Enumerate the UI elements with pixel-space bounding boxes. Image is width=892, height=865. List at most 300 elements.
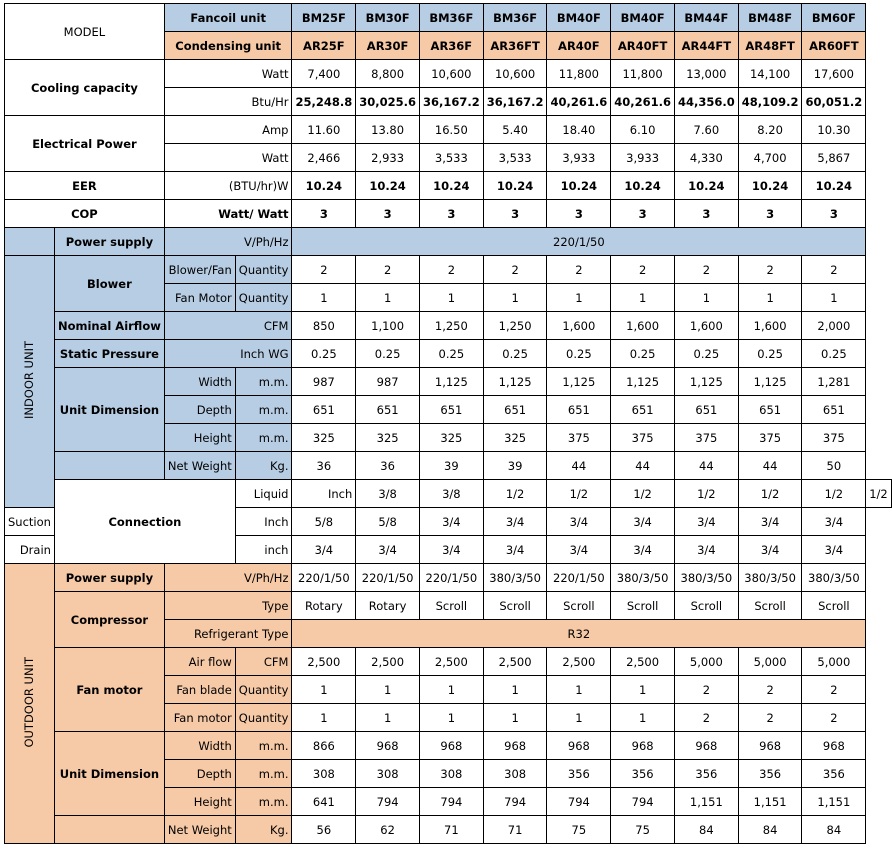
value-cell: 1: [356, 284, 420, 312]
unit-label: CFM: [235, 648, 292, 676]
value-cell: 8.20: [738, 116, 802, 144]
value-cell: 75: [611, 816, 675, 844]
unit-label: Kg.: [235, 452, 292, 480]
value-cell: 7.60: [674, 116, 738, 144]
model-label: MODEL: [5, 4, 165, 60]
value-cell: 3: [547, 200, 611, 228]
value-cell: 1/2: [866, 480, 892, 508]
value-cell: 39: [483, 452, 547, 480]
value-cell: 375: [738, 424, 802, 452]
value-cell: 651: [611, 396, 675, 424]
group-label: Power supply: [54, 564, 164, 592]
value-cell: 5,000: [802, 648, 866, 676]
value-cell: 10,600: [419, 60, 483, 88]
unit-label: Btu/Hr: [164, 88, 292, 116]
value-cell: 651: [419, 396, 483, 424]
value-cell: 3/8: [356, 480, 420, 508]
value-cell: 3/4: [292, 536, 356, 564]
value-cell: 1: [547, 284, 611, 312]
value-cell: 1: [356, 704, 420, 732]
value-cell: 0.25: [738, 340, 802, 368]
value-cell: 651: [674, 396, 738, 424]
value-cell: 1,151: [802, 788, 866, 816]
spec-row: [5, 228, 892, 256]
value-cell: 2: [419, 256, 483, 284]
unit-label: m.m.: [235, 368, 292, 396]
unit-label: m.m.: [235, 760, 292, 788]
value-cell: Scroll: [419, 592, 483, 620]
value-cell: 651: [356, 396, 420, 424]
fancoil-model: BM36F: [483, 4, 547, 32]
value-cell: 13.80: [356, 116, 420, 144]
value-cell: 308: [483, 760, 547, 788]
fancoil-model: BM40F: [547, 4, 611, 32]
unit-label: (BTU/hr)W: [164, 172, 292, 200]
value-cell: 3/4: [674, 536, 738, 564]
value-cell: 4,330: [674, 144, 738, 172]
value-cell: 3: [356, 200, 420, 228]
sub-label: Drain: [5, 536, 55, 564]
fancoil-model: BM30F: [356, 4, 420, 32]
value-cell: 71: [419, 816, 483, 844]
value-cell: 10.24: [611, 172, 675, 200]
value-cell: 2,500: [611, 648, 675, 676]
value-cell: 1,281: [802, 368, 866, 396]
condensing-model: AR40FT: [611, 32, 675, 60]
group-label: [54, 816, 164, 844]
sub-label: Net Weight: [164, 452, 235, 480]
value-cell: 60,051.2: [802, 88, 866, 116]
sub-label: Fan blade: [164, 676, 235, 704]
value-cell: 1: [419, 704, 483, 732]
unit-label: Amp: [164, 116, 292, 144]
group-label: COP: [5, 200, 165, 228]
value-cell: 1: [483, 676, 547, 704]
spec-row: [5, 200, 892, 228]
value-cell: 3/4: [356, 536, 420, 564]
value-cell: 44: [547, 452, 611, 480]
value-cell: 3: [292, 200, 356, 228]
fancoil-unit-label: Fancoil unit: [164, 4, 292, 32]
value-cell: 380/3/50: [738, 564, 802, 592]
spec-row: [5, 564, 892, 592]
unit-label: V/Ph/Hz: [164, 228, 292, 256]
spec-row: [5, 732, 892, 760]
sub-label: Height: [164, 788, 235, 816]
value-cell: 308: [356, 760, 420, 788]
value-cell: 11,800: [547, 60, 611, 88]
group-label: [54, 452, 164, 480]
value-cell: 1/2: [738, 480, 802, 508]
value-cell: 10.24: [356, 172, 420, 200]
value-cell: 3: [674, 200, 738, 228]
group-label: Power supply: [54, 228, 164, 256]
fancoil-model: BM48F: [738, 4, 802, 32]
value-cell: 1,125: [674, 368, 738, 396]
value-cell: 651: [547, 396, 611, 424]
section-vertical-label: OUTDOOR UNIT: [22, 656, 37, 748]
value-cell: 1: [738, 284, 802, 312]
merged-value: R32: [292, 620, 866, 648]
value-cell: 1,151: [674, 788, 738, 816]
value-cell: 866: [292, 732, 356, 760]
value-cell: 356: [674, 760, 738, 788]
value-cell: 1: [419, 284, 483, 312]
group-label: Nominal Airflow: [54, 312, 164, 340]
value-cell: 2: [738, 256, 802, 284]
value-cell: Scroll: [611, 592, 675, 620]
value-cell: 3/4: [483, 508, 547, 536]
value-cell: 1: [483, 284, 547, 312]
value-cell: 2: [611, 256, 675, 284]
value-cell: 375: [674, 424, 738, 452]
value-cell: 2: [483, 256, 547, 284]
value-cell: 2,500: [356, 648, 420, 676]
fancoil-model: BM44F: [674, 4, 738, 32]
group-label: Electrical Power: [5, 116, 165, 172]
value-cell: 220/1/50: [547, 564, 611, 592]
value-cell: 0.25: [419, 340, 483, 368]
value-cell: 2,466: [292, 144, 356, 172]
value-cell: 1,600: [611, 312, 675, 340]
value-cell: 1,125: [547, 368, 611, 396]
group-label: Unit Dimension: [54, 732, 164, 816]
spec-row: [5, 340, 892, 368]
unit-label: m.m.: [235, 424, 292, 452]
value-cell: 0.25: [802, 340, 866, 368]
group-label: Unit Dimension: [54, 368, 164, 452]
value-cell: 71: [483, 816, 547, 844]
value-cell: 325: [356, 424, 420, 452]
value-cell: 56: [292, 816, 356, 844]
fancoil-model: BM25F: [292, 4, 356, 32]
unit-label: CFM: [164, 312, 292, 340]
sub-label: Fan Motor: [164, 284, 235, 312]
value-cell: 356: [547, 760, 611, 788]
condensing-model: AR48FT: [738, 32, 802, 60]
value-cell: 3/4: [802, 508, 866, 536]
value-cell: 30,025.6: [356, 88, 420, 116]
value-cell: 16.50: [419, 116, 483, 144]
value-cell: 1: [292, 704, 356, 732]
value-cell: 325: [292, 424, 356, 452]
condensing-model: AR40F: [547, 32, 611, 60]
value-cell: 2: [802, 704, 866, 732]
unit-label: Type: [164, 592, 292, 620]
value-cell: 1: [292, 284, 356, 312]
value-cell: 10.30: [802, 116, 866, 144]
value-cell: 11,800: [611, 60, 675, 88]
sub-label: Net Weight: [164, 816, 235, 844]
sub-label: Suction: [5, 508, 55, 536]
value-cell: 3/4: [547, 536, 611, 564]
value-cell: 3/8: [419, 480, 483, 508]
unit-label: V/Ph/Hz: [164, 564, 292, 592]
value-cell: 3/4: [547, 508, 611, 536]
condensing-model: AR30F: [356, 32, 420, 60]
value-cell: 10.24: [738, 172, 802, 200]
value-cell: 356: [611, 760, 675, 788]
unit-label: Inch WG: [164, 340, 292, 368]
value-cell: 3/4: [419, 536, 483, 564]
value-cell: 5.40: [483, 116, 547, 144]
value-cell: 1: [356, 676, 420, 704]
unit-label: Quantity: [235, 256, 292, 284]
value-cell: 220/1/50: [419, 564, 483, 592]
value-cell: 2: [674, 676, 738, 704]
value-cell: 641: [292, 788, 356, 816]
value-cell: 968: [802, 732, 866, 760]
value-cell: 10,600: [483, 60, 547, 88]
condensing-unit-label: Condensing unit: [164, 32, 292, 60]
unit-label: Watt: [164, 144, 292, 172]
unit-label: Inch: [235, 508, 292, 536]
value-cell: 3: [483, 200, 547, 228]
value-cell: 794: [419, 788, 483, 816]
value-cell: 1: [483, 704, 547, 732]
value-cell: 10.24: [802, 172, 866, 200]
value-cell: 7,400: [292, 60, 356, 88]
value-cell: 3: [738, 200, 802, 228]
value-cell: 0.25: [611, 340, 675, 368]
value-cell: 968: [674, 732, 738, 760]
value-cell: 40,261.6: [547, 88, 611, 116]
value-cell: 3/4: [611, 536, 675, 564]
condensing-model: AR36F: [419, 32, 483, 60]
value-cell: 3/4: [674, 508, 738, 536]
value-cell: 1/2: [483, 480, 547, 508]
value-cell: 1: [419, 676, 483, 704]
unit-label: Quantity: [235, 284, 292, 312]
group-label: Cooling capacity: [5, 60, 165, 116]
value-cell: 308: [292, 760, 356, 788]
value-cell: 968: [611, 732, 675, 760]
value-cell: Scroll: [738, 592, 802, 620]
spec-row: [5, 480, 892, 508]
sub-label: Air flow: [164, 648, 235, 676]
value-cell: 968: [738, 732, 802, 760]
value-cell: 0.25: [356, 340, 420, 368]
value-cell: 1,100: [356, 312, 420, 340]
value-cell: 2: [738, 676, 802, 704]
value-cell: 44: [738, 452, 802, 480]
spec-row: [5, 368, 892, 396]
value-cell: 1: [547, 704, 611, 732]
value-cell: 1,125: [419, 368, 483, 396]
value-cell: 10.24: [292, 172, 356, 200]
section-label-cell: [5, 564, 55, 844]
value-cell: 36: [292, 452, 356, 480]
value-cell: 2,500: [292, 648, 356, 676]
value-cell: Rotary: [292, 592, 356, 620]
unit-label: Watt: [164, 60, 292, 88]
value-cell: 850: [292, 312, 356, 340]
value-cell: 5,000: [674, 648, 738, 676]
value-cell: 375: [802, 424, 866, 452]
value-cell: 380/3/50: [611, 564, 675, 592]
value-cell: 987: [292, 368, 356, 396]
value-cell: 14,100: [738, 60, 802, 88]
value-cell: 794: [547, 788, 611, 816]
value-cell: 1/2: [611, 480, 675, 508]
group-label: Blower: [54, 256, 164, 312]
value-cell: 375: [547, 424, 611, 452]
value-cell: 1: [292, 676, 356, 704]
value-cell: 2,500: [419, 648, 483, 676]
value-cell: 5/8: [292, 508, 356, 536]
value-cell: 1,125: [611, 368, 675, 396]
value-cell: 5/8: [356, 508, 420, 536]
value-cell: 220/1/50: [292, 564, 356, 592]
spec-row: [5, 172, 892, 200]
value-cell: 3: [419, 200, 483, 228]
value-cell: 13,000: [674, 60, 738, 88]
value-cell: 2: [356, 256, 420, 284]
value-cell: 3/4: [738, 508, 802, 536]
value-cell: 1,125: [738, 368, 802, 396]
sub-label: Width: [164, 732, 235, 760]
value-cell: 84: [738, 816, 802, 844]
value-cell: 36,167.2: [483, 88, 547, 116]
value-cell: 375: [611, 424, 675, 452]
fancoil-model: BM40F: [611, 4, 675, 32]
section-label-cell: [5, 256, 55, 508]
value-cell: 10.24: [547, 172, 611, 200]
value-cell: 36: [356, 452, 420, 480]
value-cell: 4,700: [738, 144, 802, 172]
value-cell: 11.60: [292, 116, 356, 144]
value-cell: 1/2: [802, 480, 866, 508]
value-cell: 651: [483, 396, 547, 424]
value-cell: 84: [802, 816, 866, 844]
value-cell: 794: [611, 788, 675, 816]
group-label: Fan motor: [54, 648, 164, 732]
value-cell: 3,533: [483, 144, 547, 172]
unit-label: inch: [235, 536, 292, 564]
value-cell: 5,000: [738, 648, 802, 676]
value-cell: 380/3/50: [483, 564, 547, 592]
value-cell: 2,933: [356, 144, 420, 172]
condensing-model: AR25F: [292, 32, 356, 60]
value-cell: Scroll: [802, 592, 866, 620]
value-cell: 44: [674, 452, 738, 480]
value-cell: 18.40: [547, 116, 611, 144]
spec-row: [5, 452, 892, 480]
value-cell: 3,533: [419, 144, 483, 172]
value-cell: 1: [611, 676, 675, 704]
spec-row: [5, 256, 892, 284]
sub-label: Liquid: [235, 480, 292, 508]
value-cell: 380/3/50: [802, 564, 866, 592]
sub-label: Depth: [164, 760, 235, 788]
value-cell: 2,500: [483, 648, 547, 676]
sub-label: Width: [164, 368, 235, 396]
section-label: Connection: [54, 480, 235, 564]
header-row-fancoil: [5, 4, 892, 32]
value-cell: 1/2: [547, 480, 611, 508]
value-cell: 968: [356, 732, 420, 760]
value-cell: 48,109.2: [738, 88, 802, 116]
section-spacer: [5, 228, 55, 256]
value-cell: 1,151: [738, 788, 802, 816]
value-cell: 3: [611, 200, 675, 228]
value-cell: 17,600: [802, 60, 866, 88]
value-cell: 0.25: [547, 340, 611, 368]
value-cell: 40,261.6: [611, 88, 675, 116]
spec-row: [5, 60, 892, 88]
value-cell: 84: [674, 816, 738, 844]
value-cell: 356: [802, 760, 866, 788]
value-cell: 3/4: [738, 536, 802, 564]
value-cell: 2: [674, 256, 738, 284]
specification-table: [4, 3, 892, 844]
value-cell: 5,867: [802, 144, 866, 172]
unit-label: m.m.: [235, 396, 292, 424]
value-cell: 308: [419, 760, 483, 788]
value-cell: 0.25: [483, 340, 547, 368]
value-cell: 3/4: [483, 536, 547, 564]
value-cell: 39: [419, 452, 483, 480]
value-cell: 968: [419, 732, 483, 760]
value-cell: 2: [547, 256, 611, 284]
value-cell: 968: [547, 732, 611, 760]
value-cell: 10.24: [483, 172, 547, 200]
value-cell: 2: [802, 256, 866, 284]
value-cell: 1,250: [483, 312, 547, 340]
value-cell: 380/3/50: [674, 564, 738, 592]
value-cell: 8,800: [356, 60, 420, 88]
value-cell: 3,933: [611, 144, 675, 172]
value-cell: 2: [738, 704, 802, 732]
value-cell: 968: [483, 732, 547, 760]
value-cell: 1/2: [674, 480, 738, 508]
value-cell: Scroll: [483, 592, 547, 620]
sub-label: Height: [164, 424, 235, 452]
value-cell: 1,250: [419, 312, 483, 340]
unit-label: Kg.: [235, 816, 292, 844]
value-cell: 3/4: [419, 508, 483, 536]
value-cell: 0.25: [674, 340, 738, 368]
value-cell: 2: [802, 676, 866, 704]
value-cell: 1: [802, 284, 866, 312]
value-cell: 3: [802, 200, 866, 228]
value-cell: 44: [611, 452, 675, 480]
spec-row: [5, 816, 892, 844]
spec-row: [5, 312, 892, 340]
sub-label: Blower/Fan: [164, 256, 235, 284]
fancoil-model: BM36F: [419, 4, 483, 32]
value-cell: 25,248.8: [292, 88, 356, 116]
value-cell: 325: [483, 424, 547, 452]
condensing-model: AR36FT: [483, 32, 547, 60]
value-cell: 987: [356, 368, 420, 396]
spec-row: [5, 116, 892, 144]
value-cell: Scroll: [674, 592, 738, 620]
unit-label: Watt/ Watt: [164, 200, 292, 228]
fancoil-model: BM60F: [802, 4, 866, 32]
value-cell: 3,933: [547, 144, 611, 172]
value-cell: 2: [292, 256, 356, 284]
unit-label: Quantity: [235, 704, 292, 732]
value-cell: 50: [802, 452, 866, 480]
value-cell: 36,167.2: [419, 88, 483, 116]
spec-row: [5, 592, 892, 620]
value-cell: 1,125: [483, 368, 547, 396]
unit-label: m.m.: [235, 732, 292, 760]
group-label: Compressor: [54, 592, 164, 648]
spec-row: [5, 648, 892, 676]
sub-label: Depth: [164, 396, 235, 424]
